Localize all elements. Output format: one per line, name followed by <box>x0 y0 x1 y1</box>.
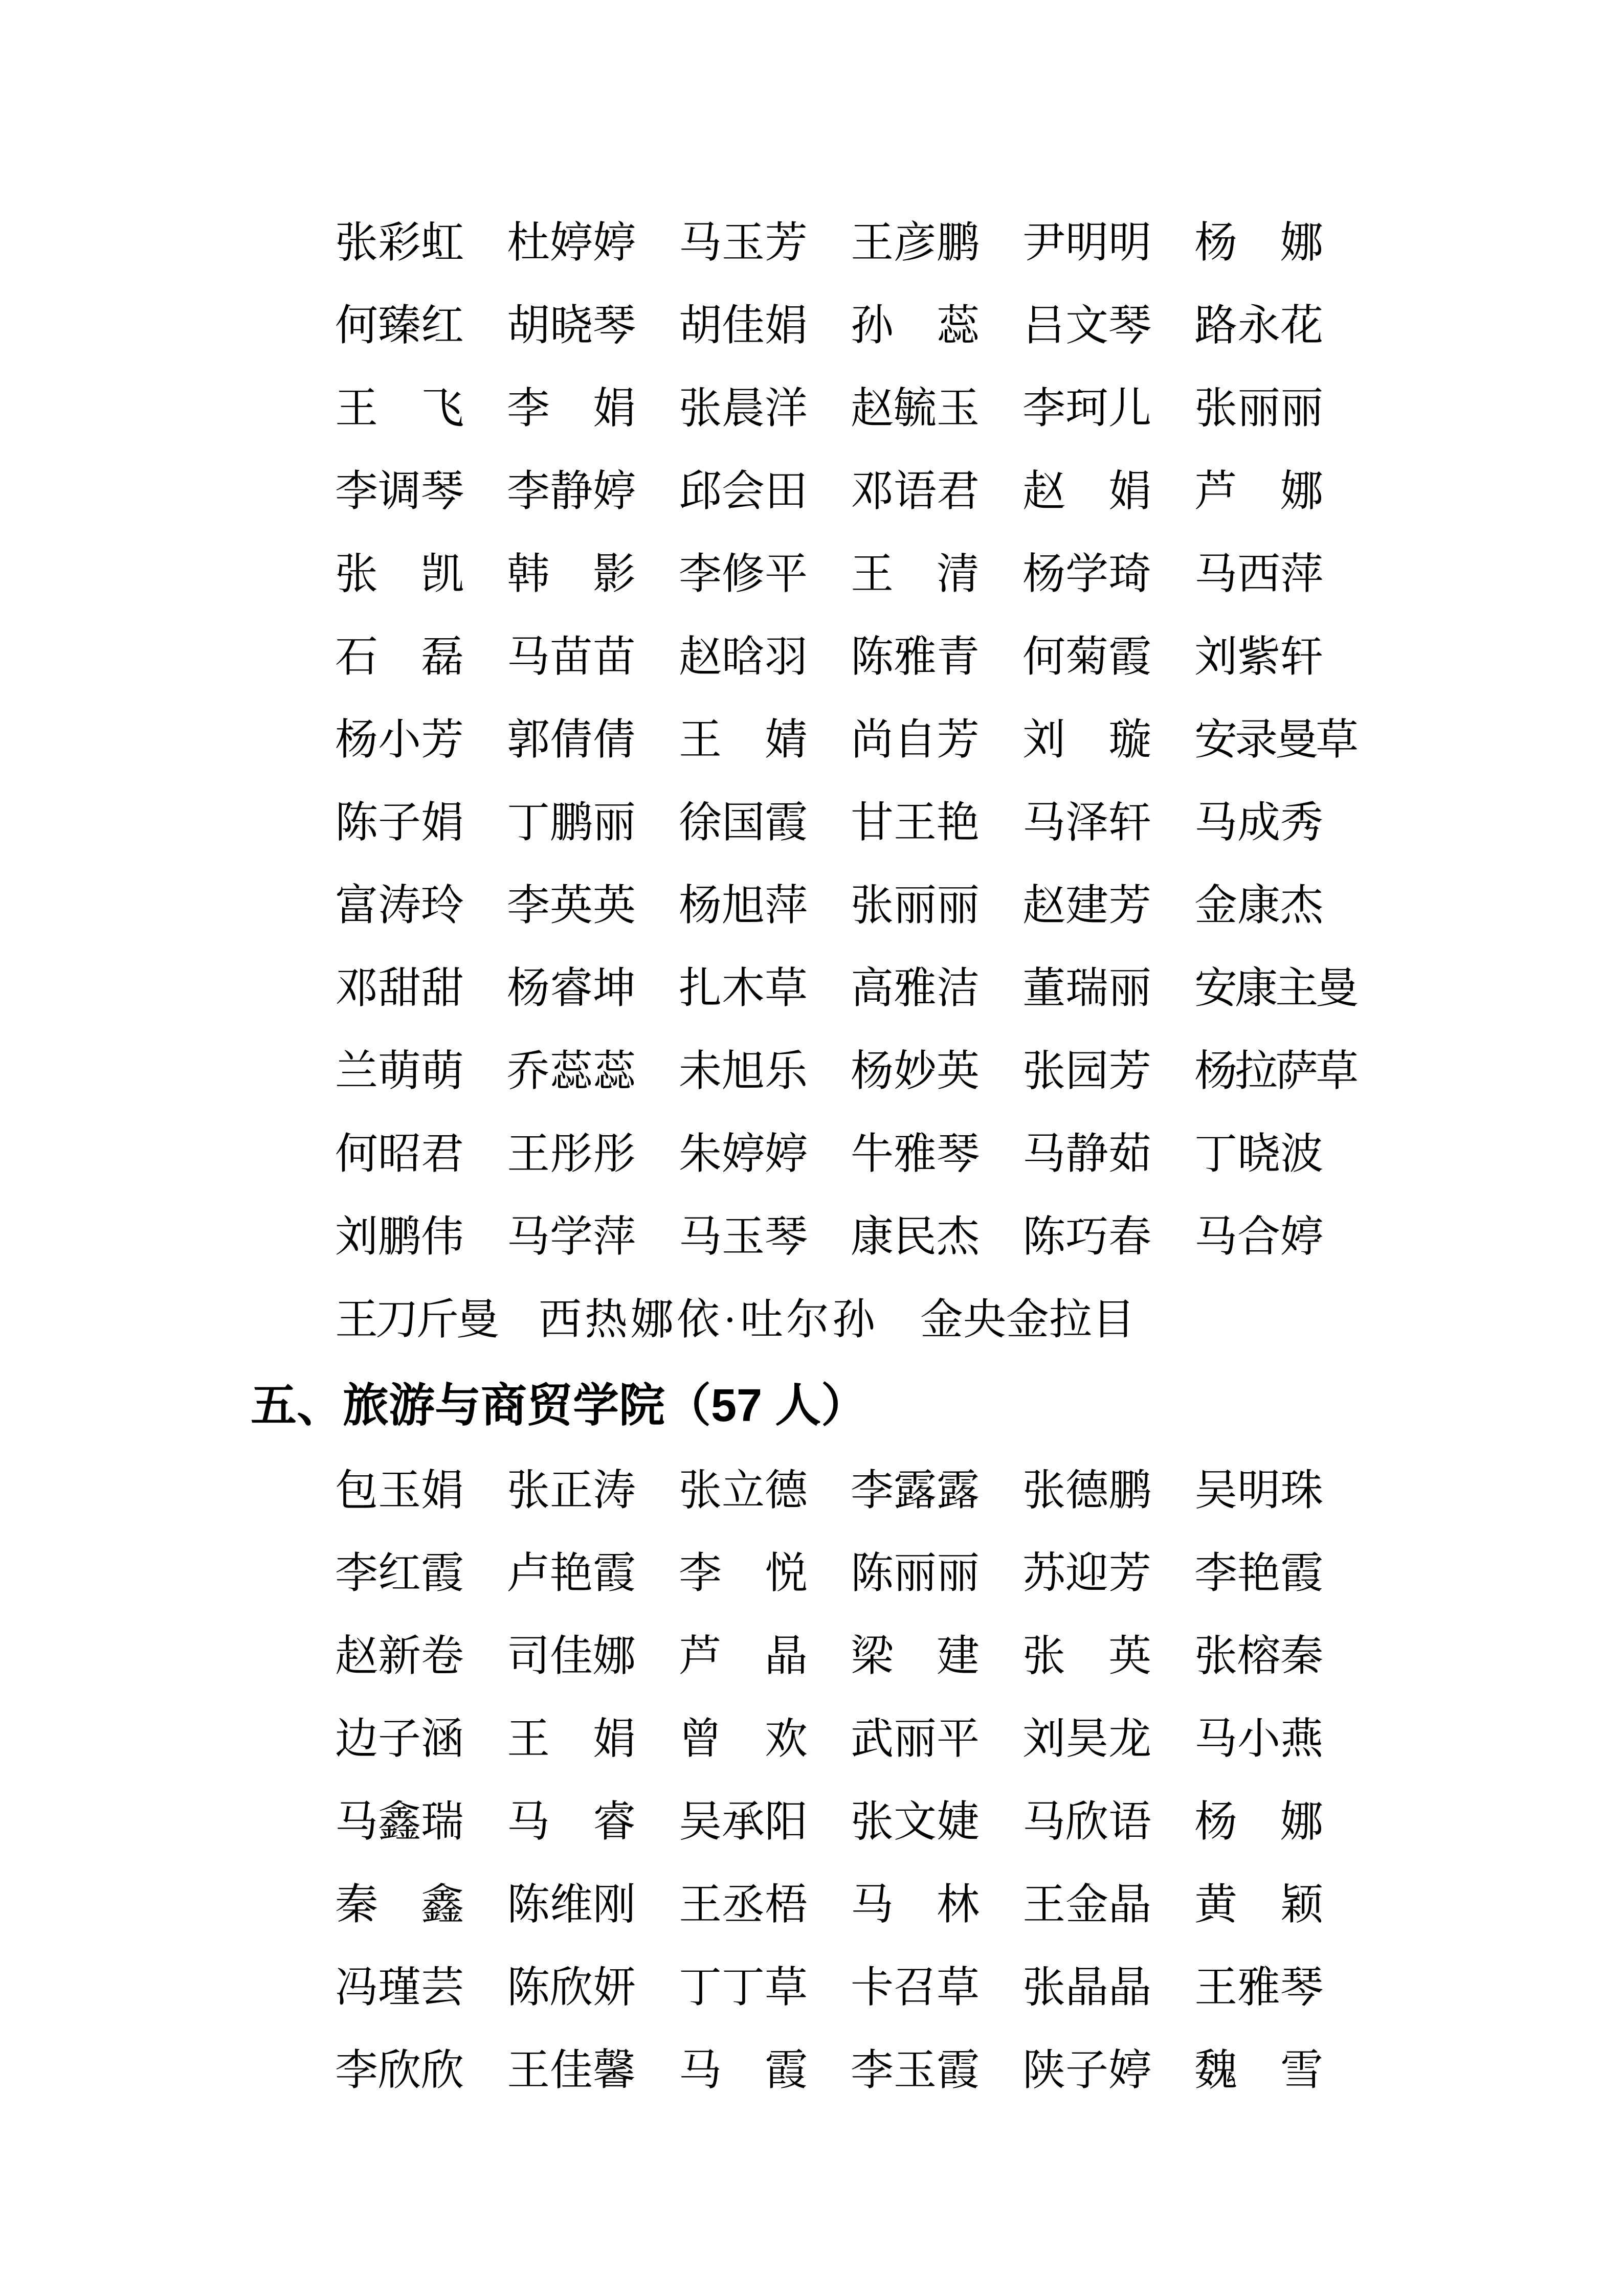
student-name: 尚自芳 <box>851 716 980 764</box>
student-name: 马小燕 <box>1194 1716 1324 1763</box>
student-name: 张榕秦 <box>1194 1633 1324 1680</box>
student-name: 王雅琴 <box>1194 1964 1324 2012</box>
student-name: 安录曼草 <box>1194 716 1356 764</box>
student-name: 杨旭萍 <box>679 882 808 930</box>
student-name: 邓语君 <box>851 468 980 515</box>
student-name: 陈雅青 <box>851 634 980 681</box>
name-row <box>335 451 1409 533</box>
student-name: 吕文琴 <box>1022 302 1152 350</box>
student-name: 冯瑾芸 <box>335 1964 464 2012</box>
student-name: 王彦鹏 <box>851 219 980 267</box>
student-name: 吴明珠 <box>1194 1467 1324 1515</box>
name-row <box>335 1533 1409 1615</box>
student-name: 李玉霞 <box>851 2047 980 2095</box>
student-name: 李 悦 <box>679 1550 808 1597</box>
student-name: 未旭乐 <box>679 1048 808 1095</box>
student-name: 刘昊龙 <box>1022 1716 1152 1763</box>
student-name: 王 清 <box>851 551 980 598</box>
student-name: 王丞梧 <box>679 1881 808 1929</box>
student-name: 张晨洋 <box>679 385 808 433</box>
student-name: 徐国霞 <box>679 799 808 847</box>
student-name: 王 娟 <box>507 1716 636 1763</box>
student-name: 尹明明 <box>1022 219 1152 267</box>
student-name: 马静茹 <box>1022 1131 1152 1178</box>
student-name: 杨 娜 <box>1194 219 1324 267</box>
student-name: 卡召草 <box>851 1964 980 2012</box>
student-name: 李英英 <box>507 882 636 930</box>
student-name: 王金晶 <box>1022 1881 1152 1929</box>
name-row <box>335 533 1409 616</box>
student-name: 赵晗羽 <box>679 634 808 681</box>
student-name: 丁丁草 <box>679 1964 808 2012</box>
student-name: 赵 娟 <box>1022 468 1152 515</box>
student-name: 刘鹏伟 <box>335 1213 464 1261</box>
student-name: 马学萍 <box>507 1213 636 1261</box>
name-row <box>335 2030 1409 2112</box>
student-name: 胡晓琴 <box>507 302 636 350</box>
student-name: 张 凯 <box>335 551 464 598</box>
student-name: 杨学琦 <box>1022 551 1152 598</box>
student-name: 李修平 <box>679 551 808 598</box>
section-heading: 五、旅游与商贸学院（57 人） <box>251 1380 867 1431</box>
student-name: 石 磊 <box>335 634 464 681</box>
student-name: 韩 影 <box>507 551 636 598</box>
student-name: 张德鹏 <box>1022 1467 1152 1515</box>
student-name: 陕子婷 <box>1022 2047 1152 2095</box>
student-name: 马西萍 <box>1194 551 1324 598</box>
name-row <box>335 782 1409 865</box>
student-name: 孙 蕊 <box>851 302 980 350</box>
name-row <box>335 1450 1409 1533</box>
student-name: 西热娜依·吐尔孙 <box>539 1296 878 1344</box>
student-name: 武丽平 <box>851 1716 980 1763</box>
name-row <box>335 202 1409 285</box>
student-name: 王彤彤 <box>507 1131 636 1178</box>
student-name: 李欣欣 <box>335 2047 464 2095</box>
student-name: 胡佳娟 <box>679 302 808 350</box>
student-name: 高雅洁 <box>851 965 980 1012</box>
name-row-long-names <box>335 1279 1409 1362</box>
student-name: 张 英 <box>1022 1633 1152 1680</box>
student-name: 张晶晶 <box>1022 1964 1152 2012</box>
student-name: 吴承阳 <box>679 1798 808 1846</box>
student-name: 杨 娜 <box>1194 1798 1324 1846</box>
name-row <box>335 1113 1409 1196</box>
student-name: 陈巧春 <box>1022 1213 1152 1261</box>
student-name: 金央金拉目 <box>920 1296 1136 1344</box>
student-name: 马 霞 <box>679 2047 808 2095</box>
student-name: 杨妙英 <box>851 1048 980 1095</box>
student-name: 苏迎芳 <box>1022 1550 1152 1597</box>
student-name: 李艳霞 <box>1194 1550 1324 1597</box>
student-name: 张文婕 <box>851 1798 980 1846</box>
name-row <box>335 699 1409 782</box>
student-name: 张园芳 <box>1022 1048 1152 1095</box>
student-name: 梁 建 <box>851 1633 980 1680</box>
student-name: 李静婷 <box>507 468 636 515</box>
student-name: 刘 璇 <box>1022 716 1152 764</box>
student-name: 刘紫轩 <box>1194 634 1324 681</box>
student-name: 安康主曼 <box>1194 965 1356 1012</box>
name-row <box>335 1196 1409 1279</box>
student-name: 张丽丽 <box>1194 385 1324 433</box>
student-name: 马欣语 <box>1022 1798 1152 1846</box>
student-name: 扎木草 <box>679 965 808 1012</box>
student-name: 马合婷 <box>1194 1213 1324 1261</box>
student-name: 芦 晶 <box>679 1633 808 1680</box>
student-name: 赵建芳 <box>1022 882 1152 930</box>
student-name: 杜婷婷 <box>507 219 636 267</box>
student-name: 芦 娜 <box>1194 468 1324 515</box>
student-name: 边子涵 <box>335 1716 464 1763</box>
student-name: 马 睿 <box>507 1798 636 1846</box>
student-name: 康民杰 <box>851 1213 980 1261</box>
student-name: 秦 鑫 <box>335 1881 464 1929</box>
student-name: 陈丽丽 <box>851 1550 980 1597</box>
student-name: 王 婧 <box>679 716 808 764</box>
student-name: 何臻红 <box>335 302 464 350</box>
student-name: 路永花 <box>1194 302 1324 350</box>
student-name: 邱会田 <box>679 468 808 515</box>
student-name: 甘王艳 <box>851 799 980 847</box>
student-name: 赵新卷 <box>335 1633 464 1680</box>
student-name: 杨小芳 <box>335 716 464 764</box>
student-name: 杨拉萨草 <box>1194 1048 1356 1095</box>
name-row <box>335 1030 1409 1113</box>
name-row <box>335 865 1409 948</box>
student-name: 王刀斤曼 <box>335 1296 497 1344</box>
student-name: 李露露 <box>851 1467 980 1515</box>
name-row <box>335 285 1409 368</box>
name-row <box>335 616 1409 699</box>
student-name: 丁晓波 <box>1194 1131 1324 1178</box>
student-name: 金康杰 <box>1194 882 1324 930</box>
student-name: 马苗苗 <box>507 634 636 681</box>
student-name: 何菊霞 <box>1022 634 1152 681</box>
student-name: 陈欣妍 <box>507 1964 636 2012</box>
student-name: 李 娟 <box>507 385 636 433</box>
student-name: 马玉芳 <box>679 219 808 267</box>
student-name: 马鑫瑞 <box>335 1798 464 1846</box>
student-name: 张立德 <box>679 1467 808 1515</box>
name-row <box>335 1947 1409 2030</box>
student-name: 杨睿坤 <box>507 965 636 1012</box>
student-name: 李调琴 <box>335 468 464 515</box>
name-row <box>335 1615 1409 1698</box>
student-name: 兰萌萌 <box>335 1048 464 1095</box>
student-name: 黄 颖 <box>1194 1881 1324 1929</box>
student-name: 赵毓玉 <box>851 385 980 433</box>
student-name: 司佳娜 <box>507 1633 636 1680</box>
student-name: 包玉娟 <box>335 1467 464 1515</box>
student-name: 董瑞丽 <box>1022 965 1152 1012</box>
student-name: 牛雅琴 <box>851 1131 980 1178</box>
student-name: 李珂儿 <box>1022 385 1152 433</box>
name-row <box>335 1698 1409 1781</box>
student-name: 乔蕊蕊 <box>507 1048 636 1095</box>
name-row <box>335 1864 1409 1947</box>
student-name: 邓甜甜 <box>335 965 464 1012</box>
student-name: 张丽丽 <box>851 882 980 930</box>
student-name: 富涛玲 <box>335 882 464 930</box>
student-name: 马成秀 <box>1194 799 1324 847</box>
student-name: 王佳馨 <box>507 2047 636 2095</box>
student-name: 郭倩倩 <box>507 716 636 764</box>
student-name: 卢艳霞 <box>507 1550 636 1597</box>
student-name: 丁鹏丽 <box>507 799 636 847</box>
student-name: 马 林 <box>851 1881 980 1929</box>
student-name: 陈子娟 <box>335 799 464 847</box>
student-name: 张正涛 <box>507 1467 636 1515</box>
student-name: 曾 欢 <box>679 1716 808 1763</box>
student-name: 王 飞 <box>335 385 464 433</box>
name-list <box>251 202 1409 2112</box>
name-row <box>335 368 1409 451</box>
student-name: 何昭君 <box>335 1131 464 1178</box>
student-name: 张彩虹 <box>335 219 464 267</box>
student-name: 马玉琴 <box>679 1213 808 1261</box>
student-name: 马泽轩 <box>1022 799 1152 847</box>
student-name: 魏 雪 <box>1194 2047 1324 2095</box>
student-name: 朱婷婷 <box>679 1131 808 1178</box>
student-name: 陈维刚 <box>507 1881 636 1929</box>
name-row <box>335 1781 1409 1864</box>
student-name: 李红霞 <box>335 1550 464 1597</box>
name-row <box>335 948 1409 1030</box>
